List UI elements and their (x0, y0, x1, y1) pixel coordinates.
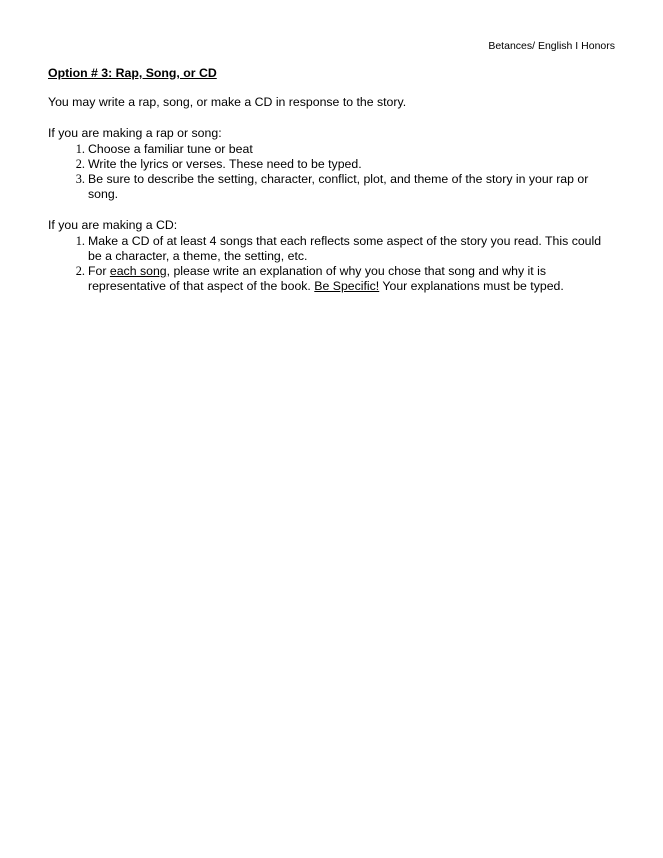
course-header: Betances/ English I Honors (488, 40, 615, 52)
underlined-each-song: each song (109, 264, 167, 278)
cd-instructions-list (48, 234, 618, 294)
list-item: 1. Make a CD of at least 4 songs that each reflects some aspect of the story you read. This could be a character, a theme, the setting, etc. (88, 234, 618, 264)
underlined-be-specific: Be Specific! (314, 279, 380, 293)
list-item: 2. Write the lyrics or verses. These need to be typed. (88, 157, 618, 172)
list-item: 1. Choose a familiar tune or beat (88, 142, 618, 157)
option-title: Option # 3: Rap, Song, or CD (48, 66, 217, 80)
cd-section-label: If you are making a CD: (48, 218, 178, 232)
item-middle: , please write an explanation of why you chose that song and why it is representative of that aspect of the book. (88, 264, 547, 293)
rap-section-label: If you are making a rap or song: (48, 126, 222, 140)
item-suffix: Your explanations must be typed. (379, 279, 564, 293)
document-body (48, 66, 618, 310)
intro-text: You may write a rap, song, or make a CD in response to the story. (48, 95, 407, 109)
rap-instructions-list (48, 142, 618, 202)
item-prefix: For (88, 264, 110, 278)
list-item (88, 264, 618, 294)
list-item: 3. Be sure to describe the setting, character, conflict, plot, and theme of the story in your rap or song. (88, 172, 618, 202)
